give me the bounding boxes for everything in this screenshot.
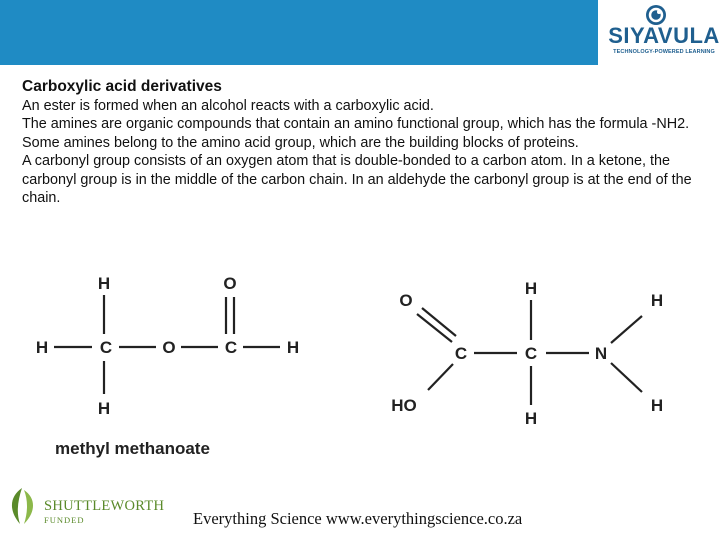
footer-text: Everything Science www.everythingscience.co.za <box>193 509 523 528</box>
atom-h-bottom: H <box>524 409 538 428</box>
brand-tagline: TECHNOLOGY-POWERED LEARNING <box>613 49 715 55</box>
paragraph-ester: An ester is formed when an alcohol reacts with a carboxylic acid. <box>22 97 434 114</box>
atom-h-n-top: H <box>650 291 664 310</box>
structure-caption: methyl methanoate <box>55 439 210 458</box>
atom-h-top: H <box>97 274 111 293</box>
shuttleworth-leaf-icon <box>2 484 42 528</box>
paragraph-amines: The amines are organic compounds that contain an amino functional group, which has the formula -NH2. Some amines belong to the amino acid group, which are the building blocks of proteins. <box>22 116 690 151</box>
atom-c-methyl: C <box>99 338 113 357</box>
atom-h-right: H <box>286 338 300 357</box>
atom-c-carboxyl: C <box>454 344 468 363</box>
atom-h-top: H <box>524 279 538 298</box>
atom-n: N <box>594 344 608 363</box>
atom-c-alpha: C <box>524 344 538 363</box>
shuttleworth-logo <box>2 484 192 528</box>
slide-title: Carboxylic acid derivatives <box>22 78 222 95</box>
brand-name: SIYAVULA <box>608 23 720 48</box>
atom-o-double: O <box>399 291 413 310</box>
funder-sub: FUNDED <box>44 515 85 525</box>
funder-name: SHUTTLEWORTH <box>44 498 165 514</box>
paragraph-carbonyl: A carbonyl group consists of an oxygen atom that is double-bonded to a carbon atom. In a ketone, the carbonyl group is in the middle of the carbon chain. In an aldehyde the carbonyl group is at the end of the chain. <box>22 153 692 206</box>
atom-c-carbonyl: C <box>224 338 238 357</box>
atom-ho: HO <box>391 396 417 415</box>
glycine-atoms <box>391 279 663 428</box>
atom-h-bottom: H <box>97 399 111 418</box>
atom-o-ester: O <box>162 338 176 357</box>
atom-h-left: H <box>35 338 49 357</box>
atom-h-n-bottom: H <box>650 396 664 415</box>
atom-o-carbonyl: O <box>223 274 237 293</box>
